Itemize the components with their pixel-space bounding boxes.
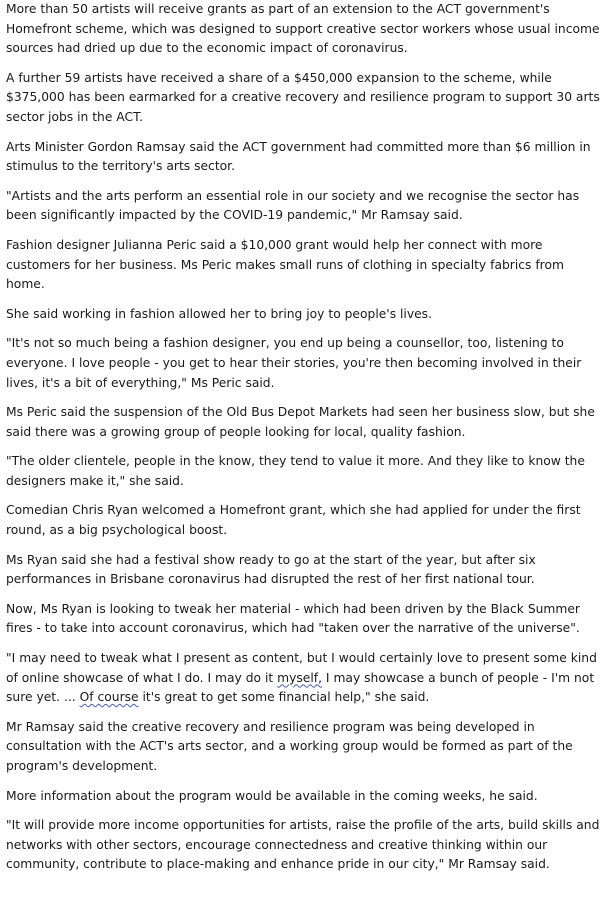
paragraph-5: Fashion designer Julianna Peric said a $10,000 grant would help her connect with more customers for her business. Ms Peric makes small runs of clothing in specialty fabrics from home.: [6, 237, 564, 292]
paragraph-10: Comedian Chris Ryan welcomed a Homefront grant, which she had applied for under the first round, as a big psychological boost.: [6, 503, 581, 538]
paragraph-13: [6, 649, 606, 708]
quote-text-middle: I may showcase a bunch of people - I'm not sure yet. ...: [6, 670, 595, 705]
paragraph-14: Mr Ramsay said the creative recovery and resilience program was being developed in consultation with the ACT's arts sector, and a working group would be formed as part of the program's development.: [6, 719, 573, 773]
quote-text-after: it's great to get some financial help," she said.: [138, 690, 430, 705]
paragraph-16: "It will provide more income opportunities for artists, raise the profile of the arts, build skills and networks with other sectors, encourage connectedness and creative thinking within our community, contribute to place-making and enhance pride in our city," Mr Ramsay said.: [6, 818, 600, 872]
paragraph-11: Ms Ryan said she had a festival show ready to go at the start of the year, but after six performances in Brisbane coronavirus had disrupted the rest of her first national tour.: [6, 552, 536, 587]
spellcheck-flag-of-course[interactable]: Of course: [79, 690, 139, 705]
paragraph-8: Ms Peric said the suspension of the Old Bus Depot Markets had seen her business slow, but she said there was a growing group of people looking for local, quality fashion.: [6, 405, 595, 439]
paragraph-1: More than 50 artists will receive grants as part of an extension to the ACT government's Homefront scheme, which was designed to support creative sector workers whose usual income sources had dried up due to the economic impact of coronavirus.: [6, 2, 600, 56]
paragraph-12: Now, Ms Ryan is looking to tweak her material - which had been driven by the Black Summer fires - to take into account coronavirus, which had "taken over the narrative of the universe".: [6, 601, 580, 636]
paragraph-7: "It's not so much being a fashion designer, you end up being a counsellor, too, listening to everyone. I love people - you get to hear their stories, you're then becoming involved in their lives, it's a bit of everything," Ms Peric said.: [6, 336, 582, 390]
quote-text-before: "I may need to tweak what I present as content, but I would certainly love to present some kind of online showcase of what I do. I may do it: [6, 651, 597, 685]
paragraph-6: She said working in fashion allowed her to bring joy to people's lives.: [6, 306, 432, 321]
paragraph-9: "The older clientele, people in the know, they tend to value it more. And they like to know the designers make it," she said.: [6, 454, 585, 488]
paragraph-4: "Artists and the arts perform an essential role in our society and we recognise the sector has been significantly impacted by the COVID-19 pandemic," Mr Ramsay said.: [6, 188, 580, 223]
spellcheck-flag-myself[interactable]: myself,: [277, 670, 322, 685]
paragraph-2: A further 59 artists have received a share of a $450,000 expansion to the scheme, while $375,000 has been earmarked for a creative recovery and resilience program to support 30 arts sector jobs in the ACT.: [6, 70, 600, 124]
paragraph-15: More information about the program would be available in the coming weeks, he said.: [6, 788, 538, 803]
paragraph-3: Arts Minister Gordon Ramsay said the ACT government had committed more than $6 million in stimulus to the territory's arts sector.: [6, 139, 591, 174]
document-body[interactable]: [6, 0, 606, 885]
